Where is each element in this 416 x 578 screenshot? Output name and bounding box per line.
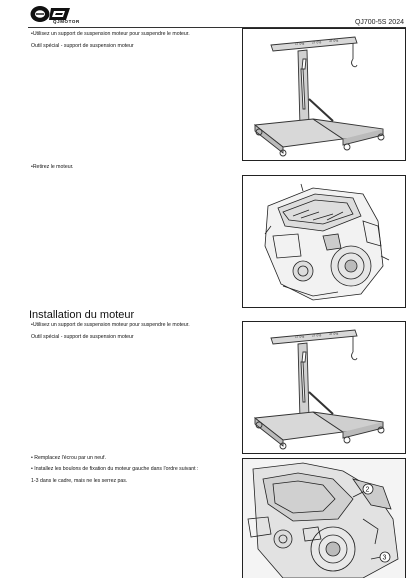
install-step-hang-engine: •Utilisez un support de suspension moteur pour suspendre le moteur. — [31, 322, 190, 328]
section-title-installation: Installation du moteur — [29, 309, 135, 321]
removal-special-tool: Outil spécial - support de suspension moteur — [31, 43, 134, 49]
install-step-bolts: • Installez les boulons de fixation du moteur gauche dans l'ordre suivant : — [31, 466, 199, 472]
document-code: QJ700-5S 2024 — [354, 19, 404, 26]
engine-figure — [242, 175, 406, 308]
install-special-tool: Outil spécial - support de suspension moteur — [31, 334, 134, 340]
engine-mount-bolts-figure — [242, 458, 406, 578]
crane-scale-label: 1T 0% — [295, 335, 305, 339]
removal-step-remove-engine: •Retirez le moteur. — [31, 164, 74, 170]
crane-scale-label: 3T 0% — [329, 332, 339, 336]
crane-scale-label: 2T 0% — [312, 333, 322, 338]
removal-step-hang-engine: •Utilisez un support de suspension moteur pour suspendre le moteur. — [31, 31, 190, 37]
install-step-replace-nut: • Remplacez l'écrou par un neuf. — [31, 455, 106, 461]
crane-scale-label: 2T 0% — [312, 40, 322, 45]
engine-crane-figure-installation — [242, 321, 406, 454]
callout-3-label: 3 — [382, 554, 387, 562]
engine-crane-figure — [242, 28, 406, 161]
brand-name: QJMOTOR — [53, 19, 80, 24]
brand-logo — [30, 5, 92, 25]
install-step-bolts-detail: 1-3 dans le cadre, mais ne les serrez pas. — [31, 478, 128, 484]
crane-scale-label: 3T 0% — [329, 39, 339, 43]
callout-2-label: 2 — [365, 486, 370, 494]
crane-scale-label: 1T 0% — [295, 42, 305, 46]
